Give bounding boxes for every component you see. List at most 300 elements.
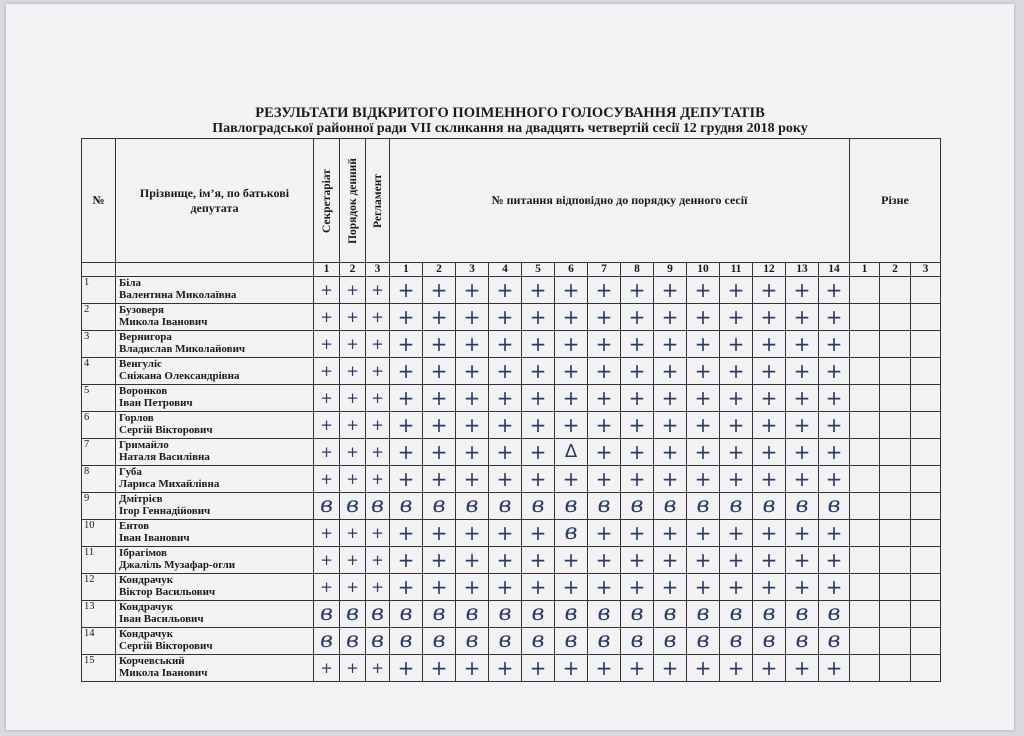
vote-mark: + [456, 277, 489, 304]
vote-mark: + [522, 520, 555, 547]
deputy-given-names: Іван Іванович [119, 532, 190, 544]
deputy-given-names: Іван Петрович [119, 397, 193, 409]
vote-mark: + [687, 385, 720, 412]
vote-mark: + [314, 466, 340, 493]
vote-mark: в [555, 628, 588, 655]
vote-mark: + [314, 412, 340, 439]
vote-mark: + [753, 655, 786, 682]
vote-mark: + [522, 466, 555, 493]
vote-mark: в [390, 601, 423, 628]
deputy-surname: Воронков [119, 385, 168, 397]
misc-cell [880, 574, 911, 601]
misc-cell [911, 358, 941, 385]
vote-mark: + [654, 547, 687, 574]
vote-mark: в [555, 493, 588, 520]
vote-mark: в [687, 628, 720, 655]
table-row [82, 277, 941, 304]
vote-mark: + [555, 277, 588, 304]
column-number: 6 [555, 263, 588, 277]
vote-mark: + [819, 304, 850, 331]
vote-mark: + [687, 574, 720, 601]
deputy-given-names: Сніжана Олександрівна [119, 370, 240, 382]
vote-mark: + [456, 547, 489, 574]
vote-mark: + [390, 466, 423, 493]
header-secretariat [314, 139, 340, 263]
vote-mark: + [819, 385, 850, 412]
vote-mark: + [654, 304, 687, 331]
vote-mark: + [489, 655, 522, 682]
vote-mark: + [340, 574, 366, 601]
vote-mark: + [555, 358, 588, 385]
vote-mark: + [366, 547, 390, 574]
vote-mark: + [340, 304, 366, 331]
column-number: 10 [687, 263, 720, 277]
table-row [82, 628, 941, 655]
vote-mark: + [588, 277, 621, 304]
vote-mark: + [786, 520, 819, 547]
vote-mark: в [819, 628, 850, 655]
vote-mark: + [390, 385, 423, 412]
vote-mark: + [340, 331, 366, 358]
vote-mark: + [621, 547, 654, 574]
misc-cell [880, 466, 911, 493]
misc-cell [880, 493, 911, 520]
vote-mark: в [720, 601, 753, 628]
table-row [82, 439, 941, 466]
vote-mark: Δ [555, 439, 588, 466]
vote-mark: + [588, 331, 621, 358]
vote-mark: + [654, 412, 687, 439]
column-number: 7 [588, 263, 621, 277]
deputy-surname: Бузоверя [119, 304, 164, 316]
vote-mark: в [340, 601, 366, 628]
vote-mark: + [588, 466, 621, 493]
vote-mark: + [621, 655, 654, 682]
vote-mark: + [753, 439, 786, 466]
misc-cell [850, 601, 880, 628]
vote-mark: + [720, 331, 753, 358]
vote-mark: + [456, 466, 489, 493]
deputy-name [116, 574, 314, 601]
vote-mark: + [489, 304, 522, 331]
header-agenda-text: Порядок денний [346, 157, 359, 244]
table-row [82, 601, 941, 628]
vote-mark: + [588, 304, 621, 331]
vote-mark: в [654, 628, 687, 655]
vote-mark: + [489, 412, 522, 439]
row-number: 14 [82, 628, 116, 655]
vote-mark: + [366, 304, 390, 331]
vote-mark: + [621, 439, 654, 466]
row-number: 10 [82, 520, 116, 547]
vote-mark: + [555, 466, 588, 493]
vote-mark: в [489, 628, 522, 655]
vote-mark: + [555, 574, 588, 601]
vote-mark: в [314, 628, 340, 655]
table-row [82, 574, 941, 601]
vote-mark: + [314, 304, 340, 331]
vote-mark: в [456, 493, 489, 520]
vote-mark: + [621, 412, 654, 439]
vote-mark: + [819, 655, 850, 682]
row-number: 2 [82, 304, 116, 331]
table-row [82, 520, 941, 547]
vote-mark: в [456, 601, 489, 628]
vote-mark: + [423, 574, 456, 601]
vote-mark: в [314, 493, 340, 520]
header-name-text: Прізвище, ім’я, по батькові депутата [139, 185, 290, 215]
row-number: 11 [82, 547, 116, 574]
vote-mark: + [753, 547, 786, 574]
vote-mark: + [340, 358, 366, 385]
misc-cell [880, 601, 911, 628]
vote-mark: + [555, 412, 588, 439]
vote-mark: + [786, 547, 819, 574]
deputy-given-names: Сергій Вікторович [119, 424, 213, 436]
misc-cell [911, 412, 941, 439]
misc-cell [880, 385, 911, 412]
vote-mark: + [588, 358, 621, 385]
vote-mark: + [753, 331, 786, 358]
vote-mark: в [720, 493, 753, 520]
vote-mark: + [588, 547, 621, 574]
vote-mark: + [522, 385, 555, 412]
vote-mark: + [687, 412, 720, 439]
vote-mark: в [654, 601, 687, 628]
misc-cell [880, 547, 911, 574]
vote-mark: + [522, 655, 555, 682]
column-number: 9 [654, 263, 687, 277]
vote-mark: + [314, 358, 340, 385]
deputy-given-names: Владислав Миколайович [119, 343, 246, 355]
vote-mark: + [456, 304, 489, 331]
deputy-name [116, 412, 314, 439]
vote-mark: + [489, 520, 522, 547]
misc-cell [850, 493, 880, 520]
vote-mark: + [456, 520, 489, 547]
misc-cell [880, 520, 911, 547]
vote-mark: в [786, 601, 819, 628]
row-number: 3 [82, 331, 116, 358]
vote-mark: + [366, 439, 390, 466]
row-number: 8 [82, 466, 116, 493]
vote-mark: в [340, 628, 366, 655]
column-number: 3 [366, 263, 390, 277]
vote-mark: + [753, 277, 786, 304]
vote-mark: + [720, 358, 753, 385]
vote-mark: + [423, 331, 456, 358]
row-number: 13 [82, 601, 116, 628]
deputy-given-names: Ігор Геннадійович [119, 505, 211, 517]
vote-mark: + [456, 439, 489, 466]
deputy-surname: Корчевський [119, 655, 185, 667]
vote-mark: + [366, 358, 390, 385]
voting-table [81, 138, 941, 682]
vote-mark: в [588, 601, 621, 628]
deputy-name [116, 520, 314, 547]
table-row [82, 358, 941, 385]
vote-mark: + [489, 574, 522, 601]
deputy-name [116, 277, 314, 304]
vote-mark: + [390, 412, 423, 439]
vote-mark: + [522, 304, 555, 331]
vote-mark: + [819, 547, 850, 574]
vote-mark: + [819, 412, 850, 439]
vote-mark: + [720, 439, 753, 466]
vote-mark: в [819, 493, 850, 520]
vote-mark: в [621, 628, 654, 655]
misc-cell [850, 547, 880, 574]
vote-mark: + [522, 439, 555, 466]
vote-mark: + [720, 547, 753, 574]
document-title: РЕЗУЛЬТАТИ ВІДКРИТОГО ПОІМЕННОГО ГОЛОСУВАННЯ ДЕПУТАТІВ [255, 105, 765, 121]
vote-mark: в [720, 628, 753, 655]
vote-mark: + [786, 277, 819, 304]
row-number: 5 [82, 385, 116, 412]
vote-mark: в [786, 493, 819, 520]
vote-mark: + [786, 304, 819, 331]
misc-cell [850, 331, 880, 358]
vote-mark: + [654, 385, 687, 412]
table-row [82, 385, 941, 412]
vote-mark: + [753, 412, 786, 439]
vote-mark: + [390, 277, 423, 304]
vote-mark: + [654, 439, 687, 466]
vote-mark: + [314, 331, 340, 358]
vote-mark: + [786, 385, 819, 412]
vote-mark: + [423, 358, 456, 385]
vote-mark: + [423, 412, 456, 439]
column-number: 14 [819, 263, 850, 277]
vote-mark: + [753, 574, 786, 601]
vote-mark: + [314, 277, 340, 304]
misc-cell [911, 439, 941, 466]
deputy-surname: Кондрачук [119, 574, 174, 586]
deputy-surname: Венгуліс [119, 358, 162, 370]
blank-number-cell [82, 263, 116, 277]
deputy-name [116, 547, 314, 574]
misc-cell [850, 412, 880, 439]
header-reglament [366, 139, 390, 263]
deputy-surname: Вернигора [119, 331, 172, 343]
row-number: 6 [82, 412, 116, 439]
deputy-surname: Горлов [119, 412, 154, 424]
vote-mark: + [340, 466, 366, 493]
vote-mark: + [366, 520, 390, 547]
vote-mark: + [456, 385, 489, 412]
misc-cell [880, 304, 911, 331]
vote-mark: в [753, 628, 786, 655]
vote-mark: + [314, 520, 340, 547]
vote-mark: + [456, 358, 489, 385]
table-row [82, 466, 941, 493]
column-number: 11 [720, 263, 753, 277]
column-number: 1 [850, 263, 880, 277]
misc-cell [850, 520, 880, 547]
vote-mark: + [786, 331, 819, 358]
vote-mark: в [555, 520, 588, 547]
misc-cell [911, 655, 941, 682]
vote-mark: + [588, 574, 621, 601]
deputy-name [116, 655, 314, 682]
vote-mark: + [489, 439, 522, 466]
vote-mark: + [654, 277, 687, 304]
vote-mark: + [819, 574, 850, 601]
misc-cell [880, 412, 911, 439]
misc-cell [911, 493, 941, 520]
vote-mark: + [786, 574, 819, 601]
misc-cell [850, 304, 880, 331]
vote-mark: + [340, 547, 366, 574]
document-subtitle: Павлоградської районної ради VII скликання на двадцять четвертій сесії 12 грудня 2018 року [212, 121, 808, 136]
vote-mark: + [522, 358, 555, 385]
vote-mark: + [621, 331, 654, 358]
misc-cell [911, 628, 941, 655]
table-row [82, 412, 941, 439]
header-reglament-text: Регламент [371, 173, 384, 228]
column-number: 3 [456, 263, 489, 277]
misc-cell [911, 304, 941, 331]
vote-mark: в [522, 628, 555, 655]
vote-mark: + [621, 520, 654, 547]
vote-mark: + [786, 358, 819, 385]
vote-mark: в [390, 628, 423, 655]
column-number-row [82, 263, 941, 277]
vote-mark: + [456, 412, 489, 439]
vote-mark: + [423, 277, 456, 304]
vote-mark: + [654, 520, 687, 547]
vote-mark: в [588, 628, 621, 655]
vote-mark: + [366, 574, 390, 601]
deputy-given-names: Валентина Миколаївна [119, 289, 237, 301]
row-number: 4 [82, 358, 116, 385]
column-number: 2 [880, 263, 911, 277]
misc-cell [911, 277, 941, 304]
vote-mark: + [555, 304, 588, 331]
misc-cell [911, 547, 941, 574]
deputy-name [116, 628, 314, 655]
header-agenda [340, 139, 366, 263]
misc-cell [911, 466, 941, 493]
deputy-name [116, 358, 314, 385]
vote-mark: + [753, 466, 786, 493]
vote-mark: + [390, 439, 423, 466]
vote-mark: + [423, 439, 456, 466]
header-secretariat-text: Секретаріат [320, 168, 333, 233]
deputy-surname: Губа [119, 466, 142, 478]
deputy-given-names: Віктор Васильович [119, 586, 216, 598]
vote-mark: в [423, 628, 456, 655]
vote-mark: + [456, 331, 489, 358]
column-number: 2 [423, 263, 456, 277]
vote-mark: + [390, 304, 423, 331]
vote-mark: + [687, 520, 720, 547]
vote-mark: + [720, 385, 753, 412]
vote-mark: в [621, 601, 654, 628]
table-row [82, 493, 941, 520]
deputy-given-names: Лариса Михайлівна [119, 478, 220, 490]
vote-mark: + [340, 439, 366, 466]
vote-mark: + [522, 331, 555, 358]
table-row [82, 304, 941, 331]
vote-mark: + [423, 520, 456, 547]
misc-cell [880, 331, 911, 358]
vote-mark: + [390, 358, 423, 385]
misc-cell [880, 358, 911, 385]
vote-mark: в [489, 493, 522, 520]
vote-mark: + [819, 331, 850, 358]
vote-mark: + [687, 439, 720, 466]
vote-mark: в [654, 493, 687, 520]
vote-mark: в [819, 601, 850, 628]
column-number: 12 [753, 263, 786, 277]
misc-cell [850, 358, 880, 385]
vote-mark: + [819, 520, 850, 547]
deputy-surname: Кондрачук [119, 628, 174, 640]
misc-cell [911, 601, 941, 628]
deputy-name [116, 385, 314, 412]
misc-cell [850, 655, 880, 682]
vote-mark: + [588, 439, 621, 466]
deputy-surname: Гримайло [119, 439, 169, 451]
misc-cell [880, 655, 911, 682]
vote-mark: + [753, 358, 786, 385]
deputy-name [116, 439, 314, 466]
vote-mark: + [340, 385, 366, 412]
header-name [116, 139, 314, 263]
vote-mark: + [687, 466, 720, 493]
vote-mark: + [753, 520, 786, 547]
vote-mark: + [720, 655, 753, 682]
vote-mark: + [522, 574, 555, 601]
deputy-surname: Біла [119, 277, 141, 289]
vote-mark: + [423, 385, 456, 412]
misc-cell [880, 439, 911, 466]
table-row [82, 655, 941, 682]
vote-mark: в [366, 628, 390, 655]
header-agenda-items: № питання відповідно до порядку денного сесії [390, 139, 850, 263]
vote-mark: + [621, 358, 654, 385]
vote-mark: + [555, 385, 588, 412]
vote-mark: в [555, 601, 588, 628]
vote-mark: + [687, 358, 720, 385]
row-number: 7 [82, 439, 116, 466]
vote-mark: + [456, 655, 489, 682]
misc-cell [850, 439, 880, 466]
vote-mark: + [819, 277, 850, 304]
vote-mark: + [366, 277, 390, 304]
vote-mark: + [720, 277, 753, 304]
column-number: 4 [489, 263, 522, 277]
column-number: 3 [911, 263, 941, 277]
vote-mark: в [588, 493, 621, 520]
row-number: 1 [82, 277, 116, 304]
vote-mark: + [588, 385, 621, 412]
column-number: 1 [314, 263, 340, 277]
deputy-name [116, 466, 314, 493]
table-row [82, 547, 941, 574]
column-number: 5 [522, 263, 555, 277]
vote-mark: + [687, 277, 720, 304]
vote-mark: + [314, 574, 340, 601]
vote-mark: + [621, 574, 654, 601]
vote-mark: + [522, 277, 555, 304]
vote-mark: в [753, 601, 786, 628]
vote-mark: в [489, 601, 522, 628]
vote-mark: + [340, 412, 366, 439]
vote-mark: + [423, 304, 456, 331]
vote-mark: в [423, 601, 456, 628]
